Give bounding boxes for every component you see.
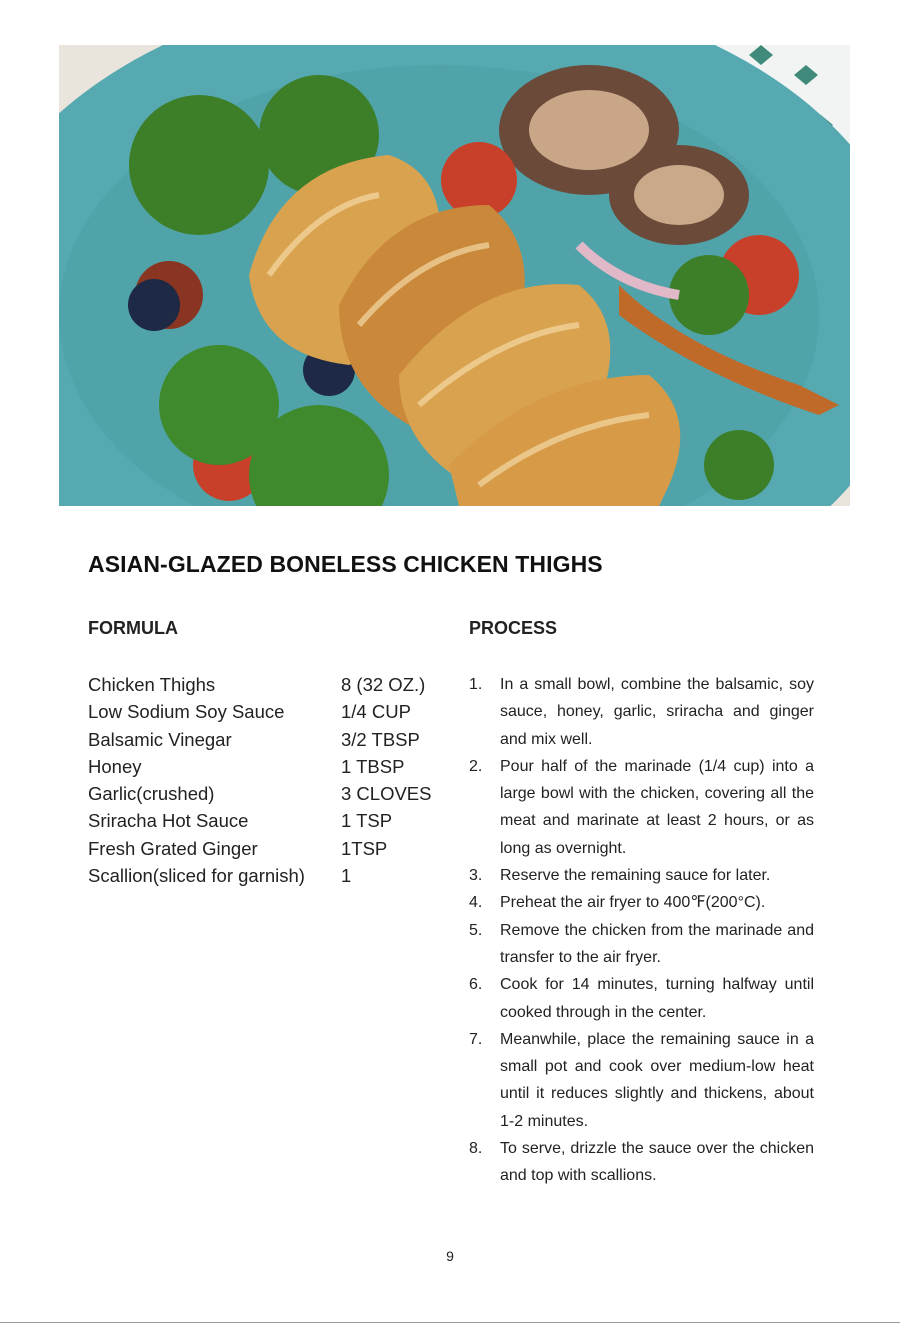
ingredient-qty: 3 CLOVES [341,783,432,805]
recipe-photo [59,45,850,506]
step-number: 6. [469,976,483,994]
step-text: Preheat the air fryer to 400℉(200°C). [500,894,766,912]
ingredient-qty: 8 (32 OZ.) [341,674,426,695]
ingredient-row [88,862,438,889]
process-steps [469,671,814,1190]
ingredient-row [88,835,438,862]
step-number: 2. [469,757,483,775]
step-number: 7. [469,1030,483,1048]
ingredient-qty: 1TSP [341,837,388,859]
step-item [469,971,814,1026]
ingredient-name: Low Sodium Soy Sauce [88,701,285,723]
step-number: 1. [469,676,483,693]
ingredient-list [88,671,438,889]
ingredient-row [88,671,438,698]
ingredient-name: Scallion(sliced for garnish) [88,865,305,887]
step-number: 8. [469,1140,483,1158]
formula-heading: FORMULA [88,618,178,638]
ingredient-row [88,726,438,753]
ingredient-name: Fresh Grated Ginger [88,837,258,859]
step-item [469,917,814,972]
ingredient-qty: 1 TSP [341,810,393,832]
step-text: Pour half of the marinade (1/4 cup) into a large bowl with the chicken, covering all the meat and marinate at least 2 hours, or as long as overnight. [500,757,814,857]
step-text: Meanwhile, place the remaining sauce in a small pot and cook over medium-low heat until it reduces slightly and thickens, about 1-2 minutes. [500,1030,814,1130]
ingredient-qty: 3/2 TBSP [341,728,420,750]
ingredient-row [88,807,438,834]
ingredient-qty: 1 [341,865,352,887]
step-text: To serve, drizzle the sauce over the chicken and top with scallions. [500,1140,814,1185]
step-number: 4. [469,894,483,912]
step-item [469,1026,814,1135]
ingredient-qty: 1 TBSP [341,755,405,777]
ingredient-row [88,698,438,725]
ingredient-qty: 1/4 CUP [341,701,411,723]
ingredient-row [88,753,438,780]
chicken-plate-illustration [59,45,850,506]
step-item [469,889,814,916]
step-item [469,671,814,753]
step-number: 3. [469,867,483,885]
ingredient-name: Balsamic Vinegar [88,728,232,750]
ingredient-name: Sriracha Hot Sauce [88,810,249,832]
step-text: In a small bowl, combine the balsamic, soy sauce, honey, garlic, sriracha and ginger and mix well. [500,676,814,748]
ingredient-name: Honey [88,755,142,777]
step-text: Remove the chicken from the marinade and transfer to the air fryer. [500,921,814,966]
step-item [469,753,814,862]
ingredient-name: Garlic(crushed) [88,783,215,805]
process-heading: PROCESS [469,618,558,638]
bottom-divider [0,1322,900,1323]
step-item [469,862,814,889]
step-text: Reserve the remaining sauce for later. [500,867,771,885]
step-item [469,1135,814,1190]
recipe-title: ASIAN-GLAZED BONELESS CHICKEN THIGHS [88,551,603,577]
ingredient-row [88,780,438,807]
ingredient-name: Chicken Thighs [88,674,216,695]
step-text: Cook for 14 minutes, turning halfway until cooked through in the center. [500,976,814,1021]
page-number: 9 [446,1248,454,1264]
step-number: 5. [469,921,483,939]
